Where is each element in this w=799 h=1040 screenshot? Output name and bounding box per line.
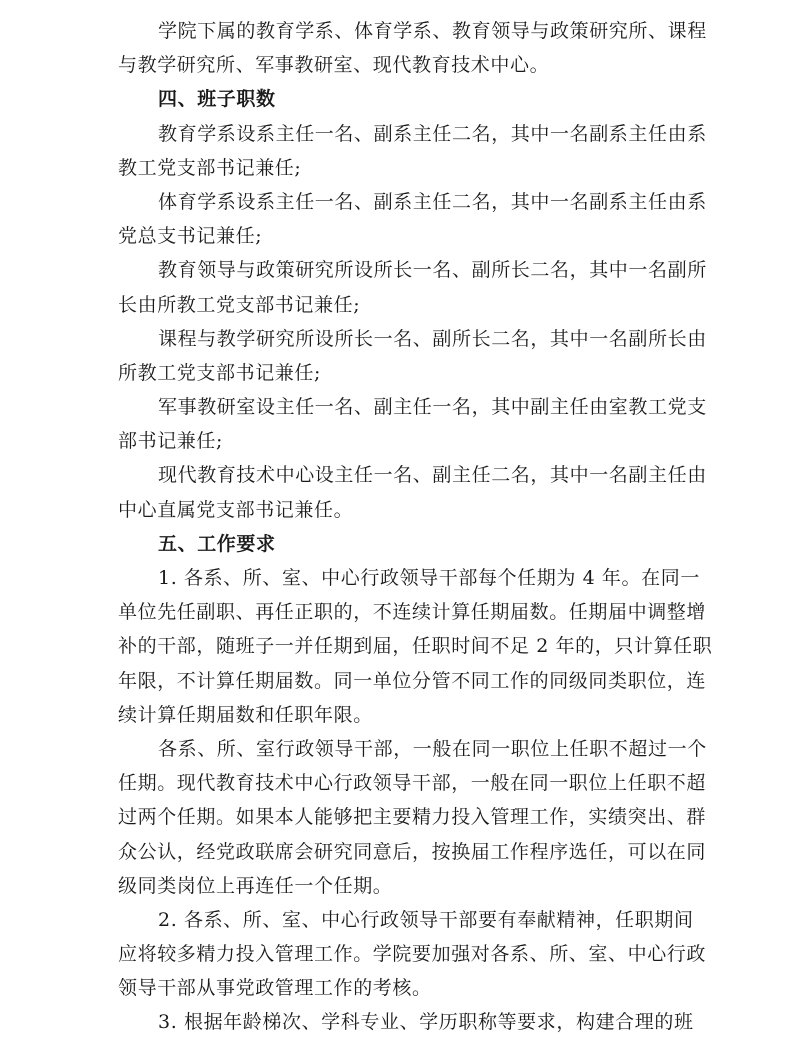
text-line: 续计算任期届数和任职年限。 [118, 703, 373, 726]
text-line: 党总支书记兼任; [118, 225, 263, 248]
text-line: 单位先任副职、再任正职的，不连续计算任期届数。任期届中调整增 [118, 601, 707, 624]
text-line: 教育学系设系主任一名、副系主任二名，其中一名副系主任由系 [158, 122, 707, 145]
section-heading: 五、工作要求 [158, 532, 276, 555]
text-line: 2. 各系、所、室、中心行政领导干部要有奉献精神，任职期间 [158, 908, 694, 931]
text-line: 军事教研室设主任一名、副主任一名，其中副主任由室教工党支 [158, 396, 707, 419]
text-line: 应将较多精力投入管理工作。学院要加强对各系、所、室、中心行政 [118, 943, 707, 966]
text-line: 1. 各系、所、室、中心行政领导干部每个任期为 4 年。在同一 [158, 567, 700, 589]
text-line: 所教工党支部书记兼任; [118, 361, 322, 384]
text-line: 众公认，经党政联席会研究同意后，按换届工作程序选任，可以在同 [118, 840, 707, 863]
section-heading: 四、班子职数 [158, 88, 276, 111]
text-line: 过两个任期。如果本人能够把主要精力投入管理工作，实绩突出、群 [118, 806, 707, 829]
text-line: 与教学研究所、军事教研室、现代教育技术中心。 [118, 54, 550, 77]
text-line: 课程与教学研究所设所长一名、副所长二名，其中一名副所长由 [158, 327, 707, 350]
text-line: 教工党支部书记兼任; [118, 156, 302, 179]
text-line: 级同类岗位上再连任一个任期。 [118, 874, 393, 897]
text-line: 3. 根据年龄梯次、学科专业、学历职称等要求，构建合理的班 [158, 1011, 694, 1034]
text-line: 补的干部，随班子一并任期到届，任职时间不足 2 年的，只计算任职 [118, 635, 713, 658]
text-line: 学院下属的教育学系、体育学系、教育领导与政策研究所、课程 [158, 20, 707, 42]
text-line: 长由所教工党支部书记兼任; [118, 293, 361, 316]
text-line: 各系、所、室行政领导干部，一般在同一职位上任职不超过一个 [158, 737, 707, 760]
text-line: 教育领导与政策研究所设所长一名、副所长二名，其中一名副所 [158, 259, 707, 282]
text-line: 年限，不计算任期届数。同一单位分管不同工作的同级同类职位，连 [118, 669, 707, 692]
text-line: 任期。现代教育技术中心行政领导干部，一般在同一职位上任职不超 [118, 772, 707, 795]
text-line: 部书记兼任; [118, 430, 224, 453]
text-line: 现代教育技术中心设主任一名、副主任二名，其中一名副主任由 [158, 464, 707, 487]
text-line: 中心直属党支部书记兼任。 [118, 498, 354, 521]
text-line: 体育学系设系主任一名、副系主任二名，其中一名副系主任由系 [158, 190, 707, 213]
text-line: 领导干部从事党政管理工作的考核。 [118, 977, 432, 1000]
